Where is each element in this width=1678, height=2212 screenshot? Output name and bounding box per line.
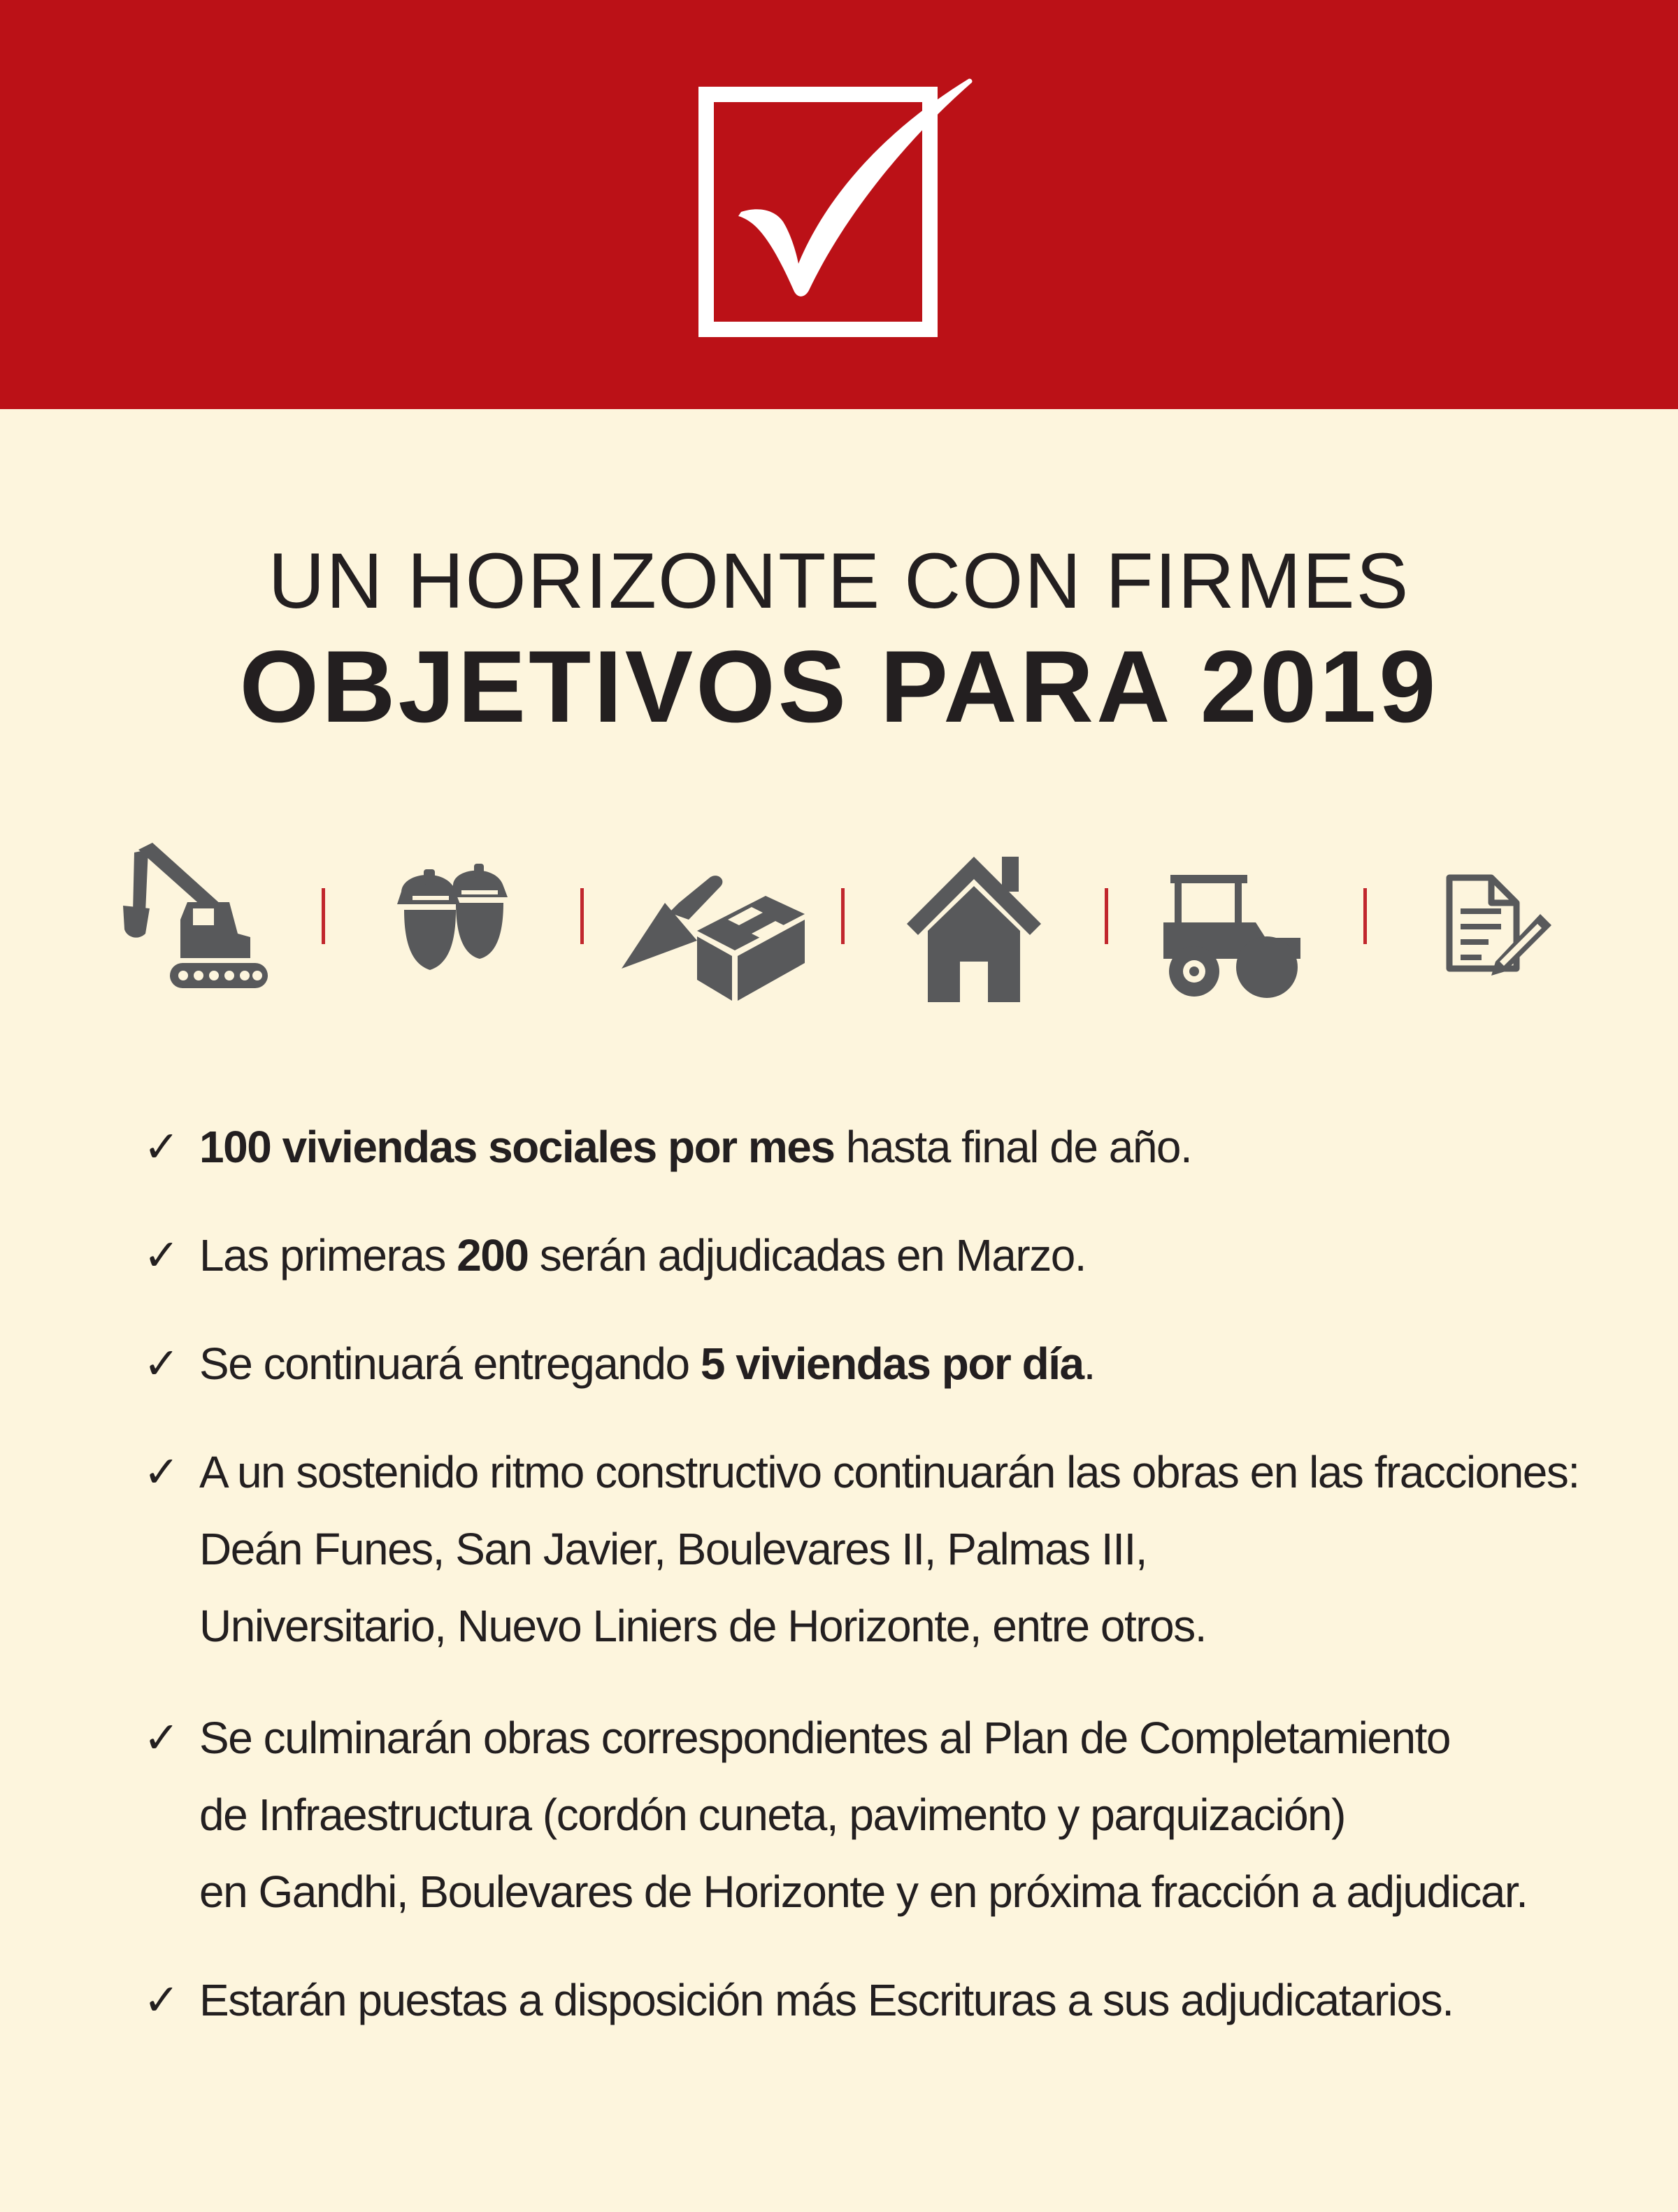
list-item-line — [199, 1217, 1640, 1294]
list-item — [143, 1325, 1640, 1402]
text: Las primeras — [199, 1230, 457, 1280]
list-item — [143, 1217, 1640, 1294]
icon-separator — [580, 888, 584, 944]
document-pencil-icon — [1444, 836, 1556, 1004]
objectives-list — [143, 1108, 1640, 2039]
text: Deán Funes, San Javier, Boulevares II, Palmas III, — [199, 1524, 1147, 1574]
list-item-line — [199, 1699, 1640, 1776]
icon-separator — [322, 888, 325, 944]
list-item — [143, 1699, 1640, 1930]
checkmark-icon: ✓ — [143, 1229, 179, 1280]
list-item-line — [199, 1325, 1640, 1402]
text: en Gandhi, Boulevares de Horizonte y en próxima fracción a adjudicar. — [199, 1867, 1528, 1917]
road-roller-icon — [1161, 836, 1307, 1004]
list-item — [143, 1962, 1640, 2039]
text: Se continuará entregando — [199, 1339, 701, 1389]
bold-text: 200 — [457, 1230, 529, 1280]
checkmark-icon: ✓ — [143, 1712, 179, 1763]
workers-helmets-icon — [392, 836, 517, 1004]
list-item — [143, 1434, 1640, 1664]
text: Se culminarán obras correspondientes al Plan de Completamiento — [199, 1713, 1450, 1763]
checkmark-icon: ✓ — [143, 1121, 179, 1172]
list-item — [143, 1108, 1640, 1185]
title-block — [0, 538, 1678, 743]
text: Estarán puestas a disposición más Escrituras a sus adjudicatarios. — [199, 1975, 1454, 2025]
checkmark-icon: ✓ — [143, 1974, 179, 2025]
header-band — [0, 0, 1678, 409]
list-item-line — [199, 1108, 1640, 1185]
list-item-line — [199, 1776, 1640, 1853]
text: . — [1083, 1339, 1095, 1389]
text: Universitario, Nuevo Liniers de Horizonte, entre otros. — [199, 1601, 1206, 1651]
text: A un sostenido ritmo constructivo continuarán las obras en las fracciones: — [199, 1447, 1579, 1497]
trowel-brick-icon — [619, 836, 808, 1004]
list-item-line — [199, 1962, 1640, 2039]
text: serán adjudicadas en Marzo. — [528, 1230, 1087, 1280]
list-item-line — [199, 1511, 1640, 1587]
list-item-line — [199, 1434, 1640, 1511]
icon-separator — [841, 888, 845, 944]
title-line-1: UN HORIZONTE CON FIRMES — [268, 537, 1410, 625]
icon-separator — [1105, 888, 1108, 944]
house-icon — [904, 836, 1044, 1004]
checkbox-check-icon — [692, 66, 979, 346]
checkmark-icon: ✓ — [143, 1446, 179, 1497]
title-line-2: OBJETIVOS PARA 2019 — [239, 629, 1439, 743]
bold-text: 5 viviendas por día — [700, 1339, 1084, 1389]
list-item-line — [199, 1587, 1640, 1664]
icons-row — [0, 836, 1678, 1004]
list-item-line — [199, 1853, 1640, 1930]
checkmark-icon: ✓ — [143, 1338, 179, 1389]
text: hasta final de año. — [834, 1122, 1192, 1172]
bold-text: 100 viviendas sociales por mes — [199, 1122, 835, 1172]
text: de Infraestructura (cordón cuneta, pavimento y parquización) — [199, 1790, 1345, 1840]
icon-separator — [1363, 888, 1367, 944]
excavator-icon — [117, 836, 271, 1004]
